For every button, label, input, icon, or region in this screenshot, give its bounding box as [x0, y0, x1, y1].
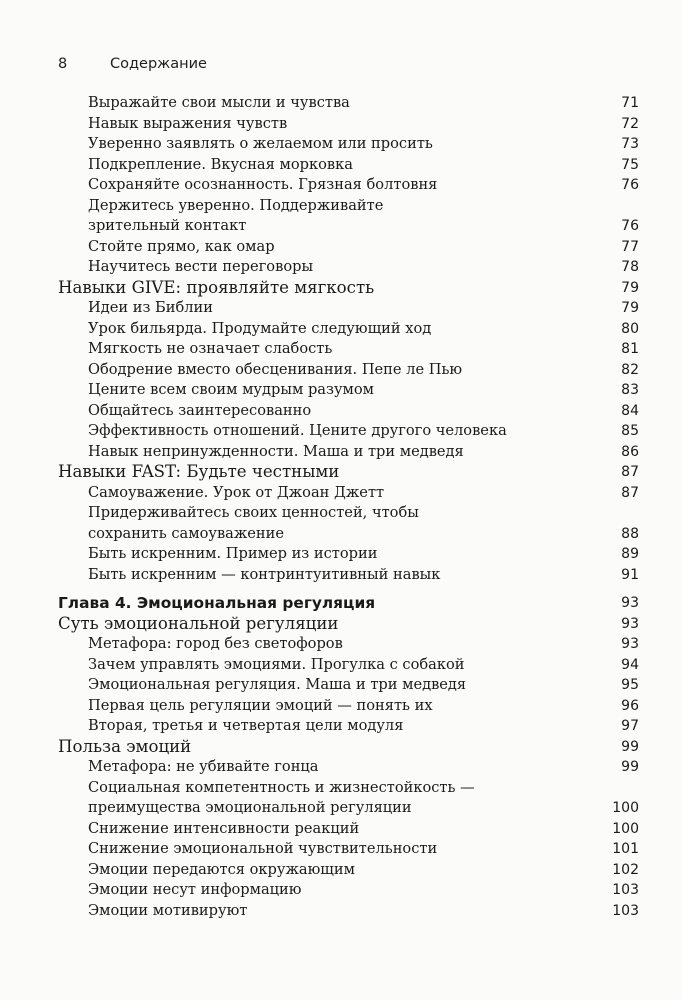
- toc-entry-title: Снижение интенсивности реакций: [88, 819, 360, 837]
- toc-entry-title: Идеи из Библии: [88, 299, 214, 316]
- toc-entry: [0, 93, 682, 114]
- toc-entry: [0, 298, 682, 319]
- toc-entry-page: 95: [621, 677, 639, 693]
- toc-entry-page: 84: [621, 402, 639, 419]
- toc-entry: [0, 839, 682, 860]
- toc-entry: [0, 175, 682, 196]
- toc-entry-page: 87: [621, 484, 639, 501]
- toc-entry-page: 89: [621, 546, 639, 562]
- toc-section-page: 93: [621, 615, 639, 632]
- toc-entry: [0, 155, 682, 176]
- toc-section-page: 79: [621, 279, 639, 296]
- toc-entry-page: 83: [621, 382, 639, 398]
- toc-entry: [0, 257, 682, 278]
- toc-entry: [0, 114, 682, 135]
- toc-entry-title: Метафора: город без светофоров: [88, 635, 343, 652]
- toc-entry-page: 101: [612, 841, 639, 857]
- running-header: [58, 56, 207, 72]
- toc-entry-title: Эмоции несут информацию: [88, 881, 302, 898]
- toc-entry-page: 75: [621, 156, 639, 173]
- toc-entry: [0, 503, 682, 524]
- toc-entry-title: Зачем управлять эмоциями. Прогулка с собакой: [88, 655, 465, 673]
- toc-entry-continued: [0, 798, 682, 819]
- toc-entry-page: 76: [621, 218, 639, 234]
- toc-entry-page: 78: [621, 259, 639, 275]
- toc-entry-title: Быть искренним — контринтуитивный навык: [88, 565, 441, 583]
- toc-entry-title: Самоуважение. Урок от Джоан Джетт: [88, 483, 385, 501]
- toc-section-title: Навыки GIVE: проявляйте мягкость: [58, 277, 375, 297]
- toc-entry-title: Урок бильярда. Продумайте следующий ход: [88, 319, 432, 337]
- toc-section: [0, 737, 682, 758]
- toc-entry-title: Выражайте свои мысли и чувства: [88, 94, 350, 111]
- toc-entry: [0, 655, 682, 676]
- toc-entry: [0, 360, 682, 381]
- toc-entry: [0, 319, 682, 340]
- toc-entry-title: Метафора: не убивайте гонца: [88, 758, 319, 775]
- toc-entry-title: Научитесь вести переговоры: [88, 258, 314, 275]
- toc-chapter: [0, 593, 682, 614]
- toc-entry-title: зрительный контакт: [88, 217, 247, 234]
- toc-entry-page: 73: [621, 136, 639, 152]
- toc-entry: [0, 483, 682, 504]
- toc-entry-page: 102: [612, 861, 639, 878]
- toc-entry: [0, 237, 682, 258]
- toc-entry-title: Мягкость не означает слабость: [88, 340, 333, 357]
- toc-chapter-title: Глава 4. Эмоциональная регуляция: [58, 594, 376, 612]
- toc-section: [0, 278, 682, 299]
- toc-entry-page: 81: [621, 341, 639, 357]
- toc-entry: [0, 442, 682, 463]
- toc-entry-page: 88: [621, 525, 639, 542]
- toc-entry-title: Быть искренним. Пример из истории: [88, 545, 378, 562]
- toc-section-title: Навыки FAST: Будьте честными: [58, 462, 340, 481]
- toc-entry-title: преимущества эмоциональной регуляции: [88, 799, 412, 816]
- toc-entry-page: 99: [621, 759, 639, 775]
- toc-entry-title: Уверенно заявлять о желаемом или просить: [88, 135, 433, 152]
- toc-entry-title: Общайтесь заинтересованно: [88, 401, 312, 419]
- toc-entry: [0, 634, 682, 655]
- toc-entry-title: Сохраняйте осознанность. Грязная болтовня: [88, 176, 438, 193]
- toc-entry-page: 72: [621, 115, 639, 132]
- toc-entry-title: Первая цель регуляции эмоций — понять их: [88, 696, 433, 714]
- toc-entry: [0, 716, 682, 737]
- toc-entry-page: 103: [612, 902, 639, 919]
- toc-entry-page: 100: [612, 820, 639, 837]
- toc-entry: [0, 339, 682, 360]
- toc-section-page: 99: [621, 738, 639, 755]
- toc-entry-page: 86: [621, 443, 639, 460]
- toc-entry: [0, 196, 682, 217]
- toc-entry: [0, 421, 682, 442]
- toc-entry: [0, 696, 682, 717]
- toc-entry: [0, 757, 682, 778]
- toc-entry-title: Эмоциональная регуляция. Маша и три медведя: [88, 676, 467, 693]
- toc-chapter-page: 93: [621, 595, 639, 611]
- toc-entry-title: Навык выражения чувств: [88, 114, 288, 132]
- toc-section-title: Суть эмоциональной регуляции: [58, 613, 339, 633]
- toc-section-title: Польза эмоций: [58, 736, 192, 756]
- toc-entry-page: 91: [621, 566, 639, 583]
- toc-entry-title: Эмоции передаются окружающим: [88, 860, 355, 878]
- page-number: 8: [58, 56, 68, 72]
- toc-entry-title: Ободрение вместо обесценивания. Пепе ле Пью: [88, 360, 463, 378]
- toc-entry: [0, 880, 682, 901]
- toc-entry-page: 85: [621, 423, 639, 439]
- toc-entry: [0, 819, 682, 840]
- toc-entry: [0, 134, 682, 155]
- toc-entry-title: Вторая, третья и четвертая цели модуля: [88, 717, 404, 734]
- toc-entry: [0, 565, 682, 586]
- toc-entry-title: Снижение эмоциональной чувствительности: [88, 840, 438, 857]
- toc-entry: [0, 544, 682, 565]
- toc-entry-title: Цените всем своим мудрым разумом: [88, 381, 375, 398]
- toc-entry-page: 94: [621, 656, 639, 673]
- toc-entry-title: Эмоции мотивируют: [88, 901, 248, 919]
- toc-entry-page: 77: [621, 238, 639, 255]
- toc-entry-title: сохранить самоуважение: [88, 524, 285, 542]
- toc-entry-page: 103: [612, 882, 639, 898]
- toc-entry-title: Придерживайтесь своих ценностей, чтобы: [88, 504, 419, 521]
- toc-section: [0, 462, 682, 483]
- toc-entry: [0, 901, 682, 922]
- toc-entry-page: 71: [621, 95, 639, 111]
- toc-entry: [0, 860, 682, 881]
- table-of-contents: [0, 93, 682, 921]
- toc-entry-title: Эффективность отношений. Цените другого человека: [88, 422, 507, 439]
- toc-entry-title: Держитесь уверенно. Поддерживайте: [88, 196, 384, 214]
- toc-entry-page: 100: [612, 800, 639, 816]
- toc-entry-page: 76: [621, 177, 639, 193]
- toc-entry-title: Стойте прямо, как омар: [88, 237, 275, 255]
- toc-entry-page: 93: [621, 636, 639, 652]
- toc-entry: [0, 778, 682, 799]
- header-title: Содержание: [110, 56, 207, 72]
- toc-section: [0, 614, 682, 635]
- toc-entry-page: 96: [621, 697, 639, 714]
- toc-entry-title: Подкрепление. Вкусная морковка: [88, 155, 353, 173]
- toc-entry-continued: [0, 216, 682, 237]
- toc-entry-page: 82: [621, 361, 639, 378]
- toc-entry-page: 80: [621, 320, 639, 337]
- toc-entry-continued: [0, 524, 682, 545]
- toc-section-page: 87: [621, 464, 639, 480]
- toc-entry-page: 79: [621, 300, 639, 316]
- toc-entry: [0, 380, 682, 401]
- toc-entry: [0, 401, 682, 422]
- toc-entry: [0, 675, 682, 696]
- toc-entry-title: Социальная компетентность и жизнестойкость —: [88, 778, 475, 796]
- toc-entry-title: Навык непринужденности. Маша и три медведя: [88, 442, 464, 460]
- toc-entry-page: 97: [621, 718, 639, 734]
